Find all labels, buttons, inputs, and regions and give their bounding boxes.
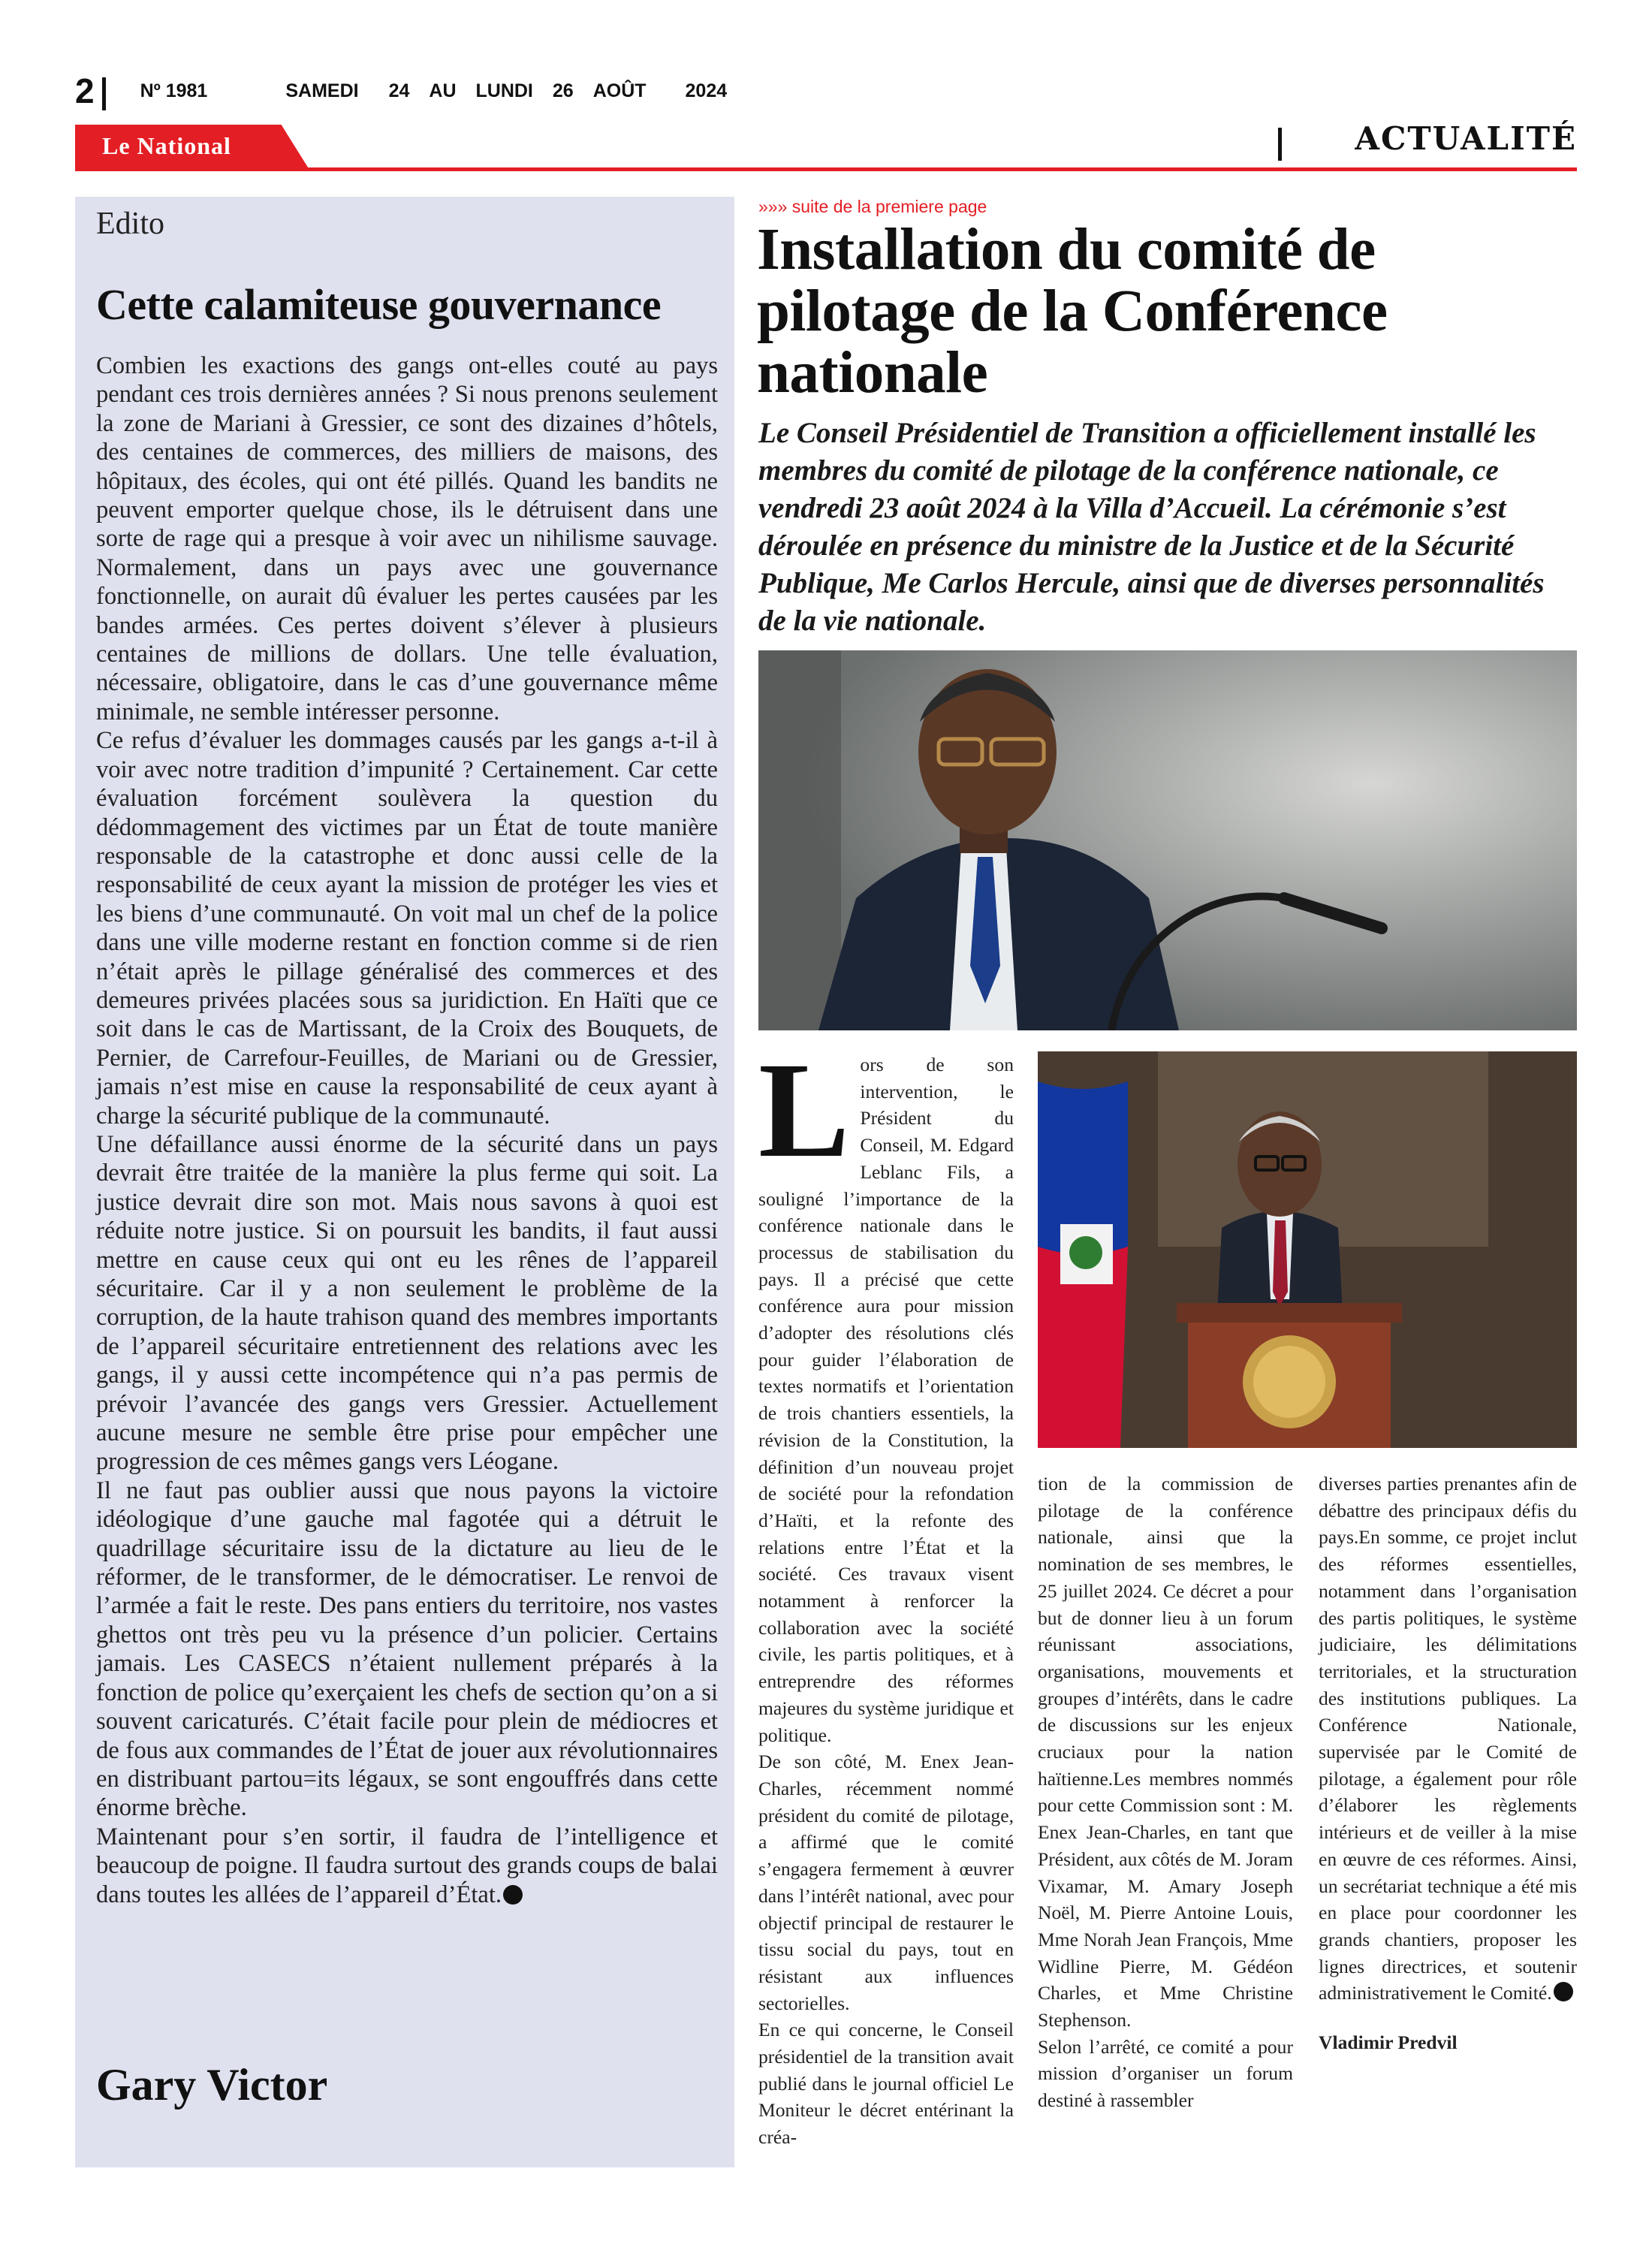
date-month: AOÛT: [592, 80, 647, 101]
section-title: ACTUALITÉ: [1355, 120, 1577, 157]
article-paragraph-last: [1319, 1470, 1577, 2007]
article-paragraph: En ce qui concerne, le Conseil présidentiel de la transition avait publié dans le journal officiel Le Moniteur le décret entérinant la créa-: [758, 2019, 1014, 2149]
end-mark-icon: [1554, 1982, 1573, 2001]
paragraph-text: ors de son intervention, le Président du Conseil, M. Edgard Leblanc Fils, a souligné l’importance de la conférence nationale dans le processus de stabilisation du pays. Il a précisé que cette conférence aura pour mission d’adopter des résolutions clés pour guider l’élaboration de textes normatifs et l’orientation de trois chantiers essentiels, la révision de la Constitution, la définition d’un nouveau projet de société pour la refondation d’Haïti, et la refonte des relations entre l’État et la société. Ces travaux visent notamment à renforcer la collaboration avec la société civile, les partis politiques, et à entreprendre des réformes majeures du système juridique et politique.: [758, 1054, 1014, 1746]
header-rule: [75, 167, 1577, 171]
article-lead: Le Conseil Présidentiel de Transition a officiellement installé les membres du comité de pilotage de la conférence nationale, ce vendredi 23 août 2024 à la Villa d’Accueil. La cérémonie s’est déroulée en présence du ministre de la Justice et de la Sécurité Publique, Me Carlos Hercule, ainsi que de diverses personnalités de la vie nationale.: [758, 417, 1545, 637]
article-byline: Vladimir Predvil: [1319, 2031, 1458, 2054]
edito-paragraph: Il ne faut pas oublier aussi que nous payons la victoire idéologique d’une gauche mal fagotée qui a détruit le quadrillage sécuritaire issu de la dictature au lieu de le réformer, de le transformer, de le démocratiser. Le renvoi de l’armée a fait le reste. Des pans entiers du territoire, nos vastes ghettos ont très peu vu la présence d’un policier. Certains jamais. Les CASECS n’étaient nullement préparés à la fonction de police qu’exerçaient les chefs de section qu’on a si souvent caricaturés. C’était facile pour plein de médiocres et de fous aux commandes de l’État de jouer aux révolutionnaires en distribuant partou=its légaux, se sont engouffrés dans cette énorme brèche.: [96, 1476, 718, 1822]
podium-illustration: [1038, 1051, 1577, 1448]
edito-paragraph: Combien les exactions des gangs ont-elles couté au pays pendant ces trois dernières années ? Si nous prenons seulement la zone de Mariani à Gressier, ce sont des dizaines d’hôtels, des centaines de commerces, des milliers de maisons, des hôpitaux, des écoles, qui ont été pillés. Quand les bandits ne peuvent emporter quelque chose, ils le détruisent dans une sorte de rage qui a presque à voir avec un nihilisme sauvage. Normalement, dans un pays avec une gouvernance fonctionnelle, on aurait dû évaluer les pertes causées par les bandes armées. Ces pertes doivent s’élever à plusieurs centaines de millions de dollars. Une telle évaluation, nécessaire, obligatoire, dans le cas d’une gouvernance même minimale, ne semble intéresser personne.: [96, 352, 718, 725]
edito-author: Gary Victor: [96, 2060, 328, 2110]
page-header: [75, 72, 746, 110]
edito-paragraph: Une défaillance aussi énorme de la sécurité dans un pays devrait être traitée de la manière la plus ferme qui soit. La justice devrait dire son mot. Mais nous savons à quoi est réduite notre justice. Si on poursuit les bandits, il faut aussi mettre en cause ceux qui ont eu les rênes de l’appareil sécuritaire. Car il y a non seulement le problème de la corruption, de la haute trahison quand des membres importants de l’appareil sécuritaire entretiennent des relations avec les gangs, il y aussi cette incompétence qui n’a pas permis de prévoir l’avancée des gangs vers Gressier. Actuellement aucune mesure ne semble être prise pour empêcher une progression de ces mêmes gangs vers Léogane.: [96, 1130, 718, 1476]
article-paragraph: Selon l’arrêté, ce comité a pour mission d’organiser un forum destiné à rassembler: [1038, 2035, 1293, 2112]
issue-number: Nº 1981: [140, 80, 208, 101]
article-paragraph: [758, 1035, 1014, 1748]
page-number: 2: [75, 71, 106, 111]
date-num2: 26: [552, 80, 574, 101]
date-au: AU: [429, 80, 457, 101]
article-column-1: [758, 1035, 1014, 2151]
edito-kicker: Edito: [96, 207, 164, 241]
speaker-photo: [758, 650, 1577, 1030]
date-year: 2024: [685, 80, 728, 101]
speaker-illustration: [758, 650, 1577, 1030]
drop-cap: L: [758, 1035, 850, 1186]
issue-date: [285, 80, 746, 102]
edito-paragraph-last: [96, 1823, 718, 1909]
section-divider: [1278, 128, 1282, 161]
article-column-2: [1038, 1470, 1293, 2114]
podium-photo: [1038, 1051, 1577, 1448]
edito-paragraph: Maintenant pour s’en sortir, il faudra de l’intelligence et beaucoup de poigne. Il faudra surtout des grands coups de balai dans toutes les allées de l’appareil d’État.: [96, 1823, 718, 1908]
paragraph-text: diverses parties prenantes afin de débattre des principaux défis du pays.En somme, ce projet inclut des réformes essentielles, notamment dans l’organisation des partis politiques, le système judiciaire, les délimitations territoriales, et la structuration des institutions publiques. La Conférence Nationale, supervisée par le Comité de pilotage, a également pour rôle d’élaborer les règlements intérieurs et de veiller à la mise en œuvre de ces réformes. Ainsi, un secrétariat technique a été mis en place pour coordonner les grands chantiers, proposer les lignes directrices, et soutenir administrativement le Comité.: [1319, 1473, 1577, 2004]
end-mark-icon: [503, 1885, 523, 1905]
article-paragraph: tion de la commission de pilotage de la conférence nationale, ainsi que la nomination de ses membres, le 25 juillet 2024. Ce décret a pour but de donner lieu à un forum réunissant associations, organisations, mouvements et groupes d’intérêts, dans le cadre de discussions sur les enjeux cruciaux pour la nation haïtienne.Les membres nommés pour cette Commission sont : M. Enex Jean-Charles, en tant que Président, aux côtés de M. Joram Vixamar, M. Amary Joseph Noël, M. Pierre Antoine Louis, Mme Norah Jean François, Mme Widline Pierre, M. Gédéon Charles, et Mme Christine Stephenson.: [1038, 1473, 1293, 2031]
edito-body: [96, 351, 718, 1909]
edito-paragraph: Ce refus d’évaluer les dommages causés par les gangs a-t-il à voir avec notre tradition d’impunité ? Certainement. Car cette évaluation forcément soulèvera la question du dédommagement des victimes par un État de toute manière responsable de la catastrophe et donc aussi celle de la responsabilité de ceux ayant la mission de protéger les vies et les biens d’une communauté. On voit mal un chef de la police dans une ville moderne restant en fonction comme si de rien n’était après le pillage généralisé des commerces et des demeures privées placées sous sa juridiction. En Haïti que ce soit dans le cas de Martissant, de la Croix des Bouquets, de Pernier, de Carrefour-Feuilles, de Mariani ou de Gressier, jamais n’est mise en cause la responsabilité de ceux ayant à charge la sécurité publique de la communauté.: [96, 727, 718, 1130]
article-column-3: [1319, 1470, 1577, 2056]
date-day1: SAMEDI: [285, 80, 359, 101]
date-day2: LUNDI: [475, 80, 533, 101]
continuation-note: »»» suite de la premiere page: [758, 197, 987, 216]
brand-name: Le National: [102, 132, 231, 159]
date-num1: 24: [388, 80, 410, 101]
article-headline: Installation du comité de pilotage de la Conférence nationale: [757, 217, 1388, 406]
edito-box: [75, 197, 734, 2167]
article-paragraph: De son côté, M. Enex Jean-Charles, récemment nommé président du comité de pilotage, a affirmé que le comité s’engagera fermement à œuvrer dans l’intérêt national, avec pour objectif principal de restaurer le tissu social du pays, tout en résistant aux influences sectorielles.: [758, 1751, 1014, 2014]
edito-title: Cette calamiteuse gouvernance: [96, 280, 662, 329]
